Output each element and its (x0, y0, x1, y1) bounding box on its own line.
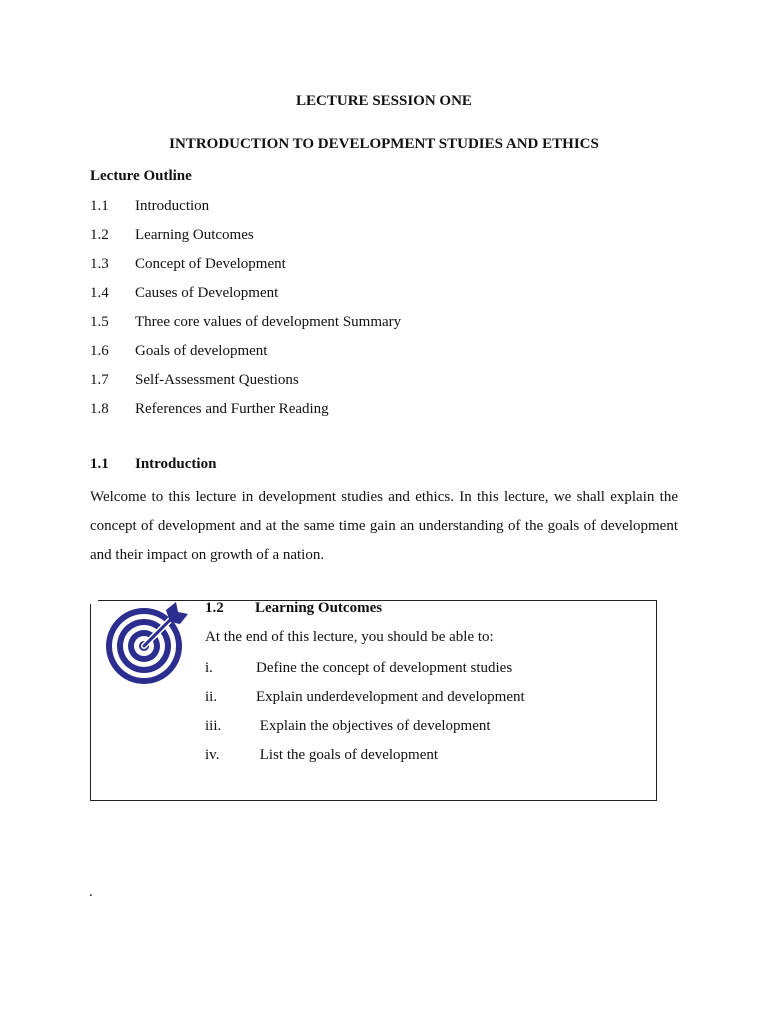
outcome-numeral: iv. (205, 747, 220, 763)
outline-item (90, 283, 401, 312)
outline-item (90, 254, 401, 283)
stray-period: . (89, 884, 93, 900)
outline-item (90, 196, 401, 225)
section-title: Learning Outcomes (255, 600, 383, 616)
outline-item-label: References and Further Reading (135, 401, 329, 417)
outline-item (90, 370, 401, 399)
outcome-label: Explain the objectives of development (256, 718, 491, 734)
outcome-item (205, 687, 525, 716)
outline-item-number: 1.3 (90, 256, 109, 272)
outline-item-number: 1.8 (90, 401, 109, 417)
lecture-outline-list (90, 196, 401, 428)
outline-item-label: Introduction (135, 198, 210, 214)
learning-outcomes-intro: At the end of this lecture, you should be able to: (205, 629, 494, 645)
outline-item-label: Goals of development (135, 343, 268, 359)
outcome-item (205, 745, 525, 774)
outline-item-number: 1.6 (90, 343, 109, 359)
outcome-label: List the goals of development (256, 747, 439, 763)
box-corner-gap (90, 600, 98, 604)
learning-outcomes-heading (205, 600, 382, 617)
outline-item-label: Causes of Development (135, 285, 279, 301)
outline-item-label: Learning Outcomes (135, 227, 254, 243)
section-number: 1.2 (205, 600, 224, 616)
introduction-paragraph: Welcome to this lecture in development studies and ethics. In this lecture, we shall explain the concept of development and at the same time gain an understanding of the goals of development and their impact on growth of a nation. (90, 489, 678, 563)
outcome-label: Explain underdevelopment and development (256, 689, 525, 705)
outline-item-number: 1.5 (90, 314, 109, 330)
outcome-item (205, 716, 525, 745)
outcome-numeral: iii. (205, 718, 222, 734)
outline-item-number: 1.1 (90, 198, 109, 214)
outline-item (90, 341, 401, 370)
outline-item-number: 1.7 (90, 372, 109, 388)
section-number: 1.1 (90, 456, 109, 472)
outline-item-label: Concept of Development (135, 256, 286, 272)
introduction-heading (90, 456, 216, 473)
outline-item-label: Three core values of development Summary (135, 314, 402, 330)
outline-item (90, 399, 401, 428)
outline-item-label: Self-Assessment Questions (135, 372, 299, 388)
outcome-numeral: i. (205, 660, 213, 676)
session-title: LECTURE SESSION ONE (296, 93, 472, 109)
section-title: Introduction (135, 456, 217, 472)
outline-item-number: 1.2 (90, 227, 109, 243)
outline-item-number: 1.4 (90, 285, 109, 301)
outcome-label: Define the concept of development studies (256, 660, 513, 676)
outline-item (90, 312, 401, 341)
main-title: INTRODUCTION TO DEVELOPMENT STUDIES AND ETHICS (169, 136, 599, 152)
outcome-numeral: ii. (205, 689, 218, 705)
outline-heading: Lecture Outline (90, 168, 192, 184)
outline-item (90, 225, 401, 254)
target-icon (104, 602, 188, 686)
learning-outcomes-list (205, 658, 525, 774)
outcome-item (205, 658, 525, 687)
